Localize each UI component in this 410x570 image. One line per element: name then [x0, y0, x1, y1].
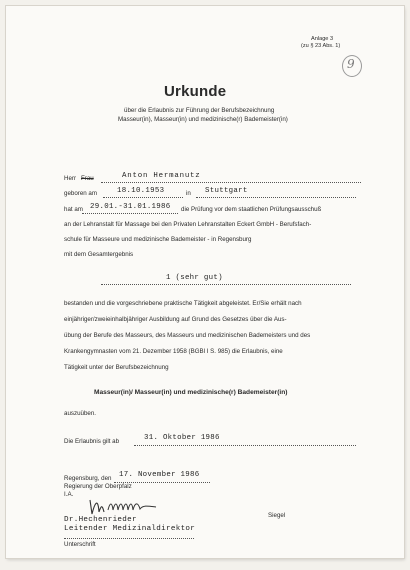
- handwritten-signature: [86, 494, 166, 518]
- in-label: in: [186, 190, 191, 197]
- signature-dotted-line: [64, 538, 194, 539]
- birthplace-dotted-line: [196, 197, 356, 198]
- holder-name: Anton Hermanutz: [122, 172, 201, 180]
- exam-text: die Prüfung vor dem staatlichen Prüfungsausschuß: [181, 206, 322, 213]
- place-label: Regensburg, den: [64, 475, 112, 482]
- document-title: Urkunde: [164, 83, 227, 100]
- overall-grade: 1 (sehr gut): [166, 274, 223, 282]
- exam-dotted-line: [82, 213, 178, 214]
- annex-line-2: (zu § 23 Abs. 1): [301, 43, 341, 49]
- signer-title: Leitender Medizinaldirektor: [64, 525, 196, 533]
- grade-dotted-line: [101, 284, 351, 285]
- born-label: geboren am: [64, 190, 98, 197]
- herr-label: Herr: [64, 175, 77, 182]
- valid-dotted-line: [134, 445, 356, 446]
- subtitle-line-1: über die Erlaubnis zur Führung der Berufsbezeichnung: [124, 107, 275, 114]
- exercise-text: auszuüben.: [64, 410, 96, 417]
- valid-from-label: Die Erlaubnis gilt ab: [64, 438, 120, 445]
- page-marker: 9: [347, 57, 355, 71]
- issuing-authority: Regierung der Oberpfalz: [64, 483, 132, 490]
- paragraph-line-3: übung der Berufe des Masseurs, des Masseurs und medizinischen Bademeisters und des: [64, 332, 311, 339]
- paragraph-line-2: einjähriger/zweieinhalbjähriger Ausbildung auf Grund des Gesetzes über die Aus-: [64, 316, 287, 323]
- name-dotted-line: [101, 182, 361, 183]
- issue-date: 17. November 1986: [119, 471, 200, 479]
- subtitle-line-2: Masseur(in), Masseur(in) und medizinische(r) Bademeister(in): [118, 116, 288, 123]
- certificate-page: [6, 6, 404, 558]
- grade-label: mit dem Gesamtergebnis: [64, 251, 134, 258]
- paragraph-line-4: Krankengymnasten vom 21. Dezember 1958 (BGBl I S. 985) die Erlaubnis, eine: [64, 348, 283, 355]
- valid-from-date: 31. Oktober 1986: [144, 434, 220, 442]
- birth-date: 18.10.1953: [117, 187, 165, 195]
- seal-label: Siegel: [268, 512, 286, 519]
- ia-label: I.A.: [64, 491, 74, 498]
- paragraph-line-1: bestanden und die vorgeschriebene praktische Tätigkeit abgeleistet. Er/Sie erhält nach: [64, 300, 302, 307]
- birthdate-dotted-line: [103, 197, 183, 198]
- school-line-1: an der Lehranstalt für Massage bei den Privaten Lehranstalten Eckert GmbH - Berufsfach-: [64, 221, 312, 228]
- professional-title: Masseur(in)/ Masseur(in) und medizinische(r) Bademeister(in): [94, 389, 288, 396]
- signer-name: Dr.Hechenrieder: [64, 516, 137, 524]
- annex-line-1: Anlage 3: [311, 36, 334, 42]
- exam-dates: 29.01.-31.01.1986: [90, 203, 171, 211]
- exam-label: hat am: [64, 206, 83, 213]
- school-line-2: schule für Masseure und medizinische Bademeister - in Regensburg: [64, 236, 252, 243]
- paragraph-line-5: Tätigkeit unter der Berufsbezeichnung: [64, 364, 169, 371]
- signature-label: Unterschrift: [64, 541, 96, 548]
- frau-strikethrough: Frau: [81, 175, 94, 182]
- birth-place: Stuttgart: [205, 187, 248, 195]
